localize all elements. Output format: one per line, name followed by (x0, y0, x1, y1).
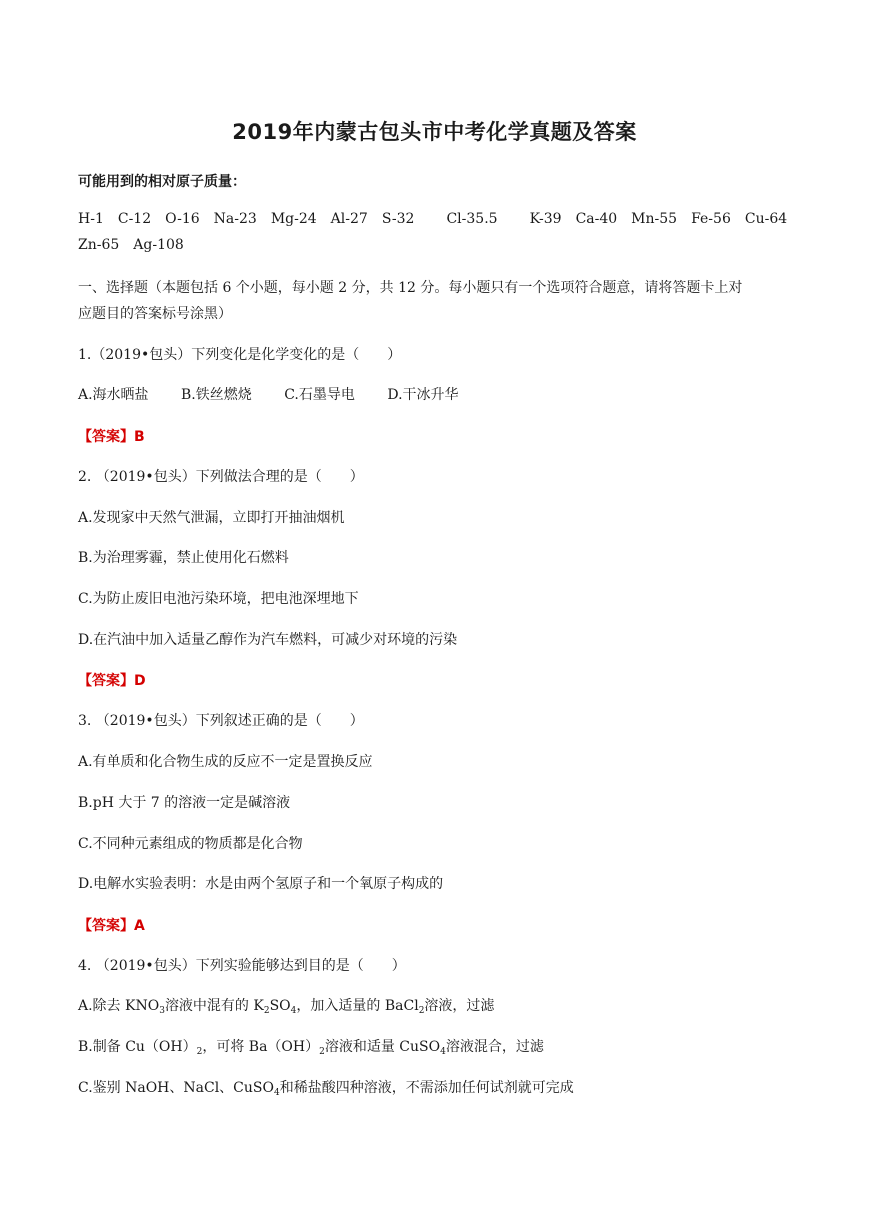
text-run: A.除去 KNO (78, 998, 160, 1014)
question-2-option-c: C.为防止废旧电池污染环境，把电池深埋地下 (78, 591, 359, 607)
question-4-stem: 4. （2019•包头）下列实验能够达到目的是（ ） (78, 958, 406, 974)
question-2-option-d: D.在汽油中加入适量乙醇作为汽车燃料，可减少对环境的污染 (78, 632, 458, 648)
option-b: B.铁丝燃烧 (181, 387, 252, 403)
question-3-option-d: D.电解水实验表明：水是由两个氢原子和一个氧原子构成的 (78, 876, 444, 892)
question-3-option-b: B.pH 大于 7 的溶液一定是碱溶液 (78, 795, 291, 811)
question-2-option-a: A.发现家中天然气泄漏，立即打开抽油烟机 (78, 510, 345, 526)
question-4-option-a (78, 995, 494, 1015)
mass-item: H-1 (78, 211, 104, 227)
question-3-option-a: A.有单质和化合物生成的反应不一定是置换反应 (78, 754, 373, 770)
mass-item: Cu-64 (744, 211, 788, 227)
mass-item: Cl-35.5 (446, 211, 498, 227)
section-intro-line-2: 应题目的答案标号涂黑） (78, 306, 232, 322)
question-1-answer: 【答案】B (78, 429, 145, 445)
text-run: 溶液和适量 CuSO (324, 1039, 441, 1055)
mass-item: K-39 (529, 211, 562, 227)
mass-item: Ag-108 (133, 237, 184, 253)
subscript: 3 (159, 1006, 165, 1016)
question-4-option-c (78, 1077, 574, 1097)
question-2-option-b: B.为治理雾霾，禁止使用化石燃料 (78, 550, 289, 566)
atomic-mass-header: 可能用到的相对原子质量： (78, 174, 246, 190)
mass-item: Zn-65 (78, 237, 120, 253)
text-run: 溶液混合，过滤 (445, 1039, 544, 1055)
question-1-stem: 1.（2019•包头）下列变化是化学变化的是（ ） (78, 347, 402, 363)
atomic-mass-row-1 (78, 211, 801, 227)
question-3-answer: 【答案】A (78, 918, 145, 934)
mass-item: Ca-40 (575, 211, 618, 227)
text-run: C.鉴别 NaOH、NaCl、CuSO (78, 1080, 274, 1096)
text-run: 溶液中混有的 K (164, 998, 264, 1014)
text-run: SO (269, 998, 291, 1014)
question-3-option-c: C.不同种元素组成的物质都是化合物 (78, 836, 303, 852)
question-3-stem: 3. （2019•包头）下列叙述正确的是（ ） (78, 713, 364, 729)
subscript: 4 (273, 1088, 280, 1098)
subscript: 2 (263, 1006, 270, 1016)
mass-item: Fe-56 (691, 211, 731, 227)
text-run: ，可将 Ba（OH） (202, 1039, 320, 1055)
mass-item: S-32 (381, 211, 415, 227)
subscript: 4 (440, 1047, 446, 1057)
subscript: 2 (418, 1006, 425, 1016)
text-run: ，加入适量的 BaCl (296, 998, 419, 1014)
question-1-options (78, 384, 487, 404)
mass-item: O-16 (165, 211, 200, 227)
question-2-stem: 2. （2019•包头）下列做法合理的是（ ） (78, 469, 364, 485)
mass-item: Na-23 (213, 211, 257, 227)
question-2-answer: 【答案】D (78, 673, 146, 689)
mass-item: Mn-55 (631, 211, 678, 227)
atomic-mass-row-2 (78, 237, 198, 253)
subscript: 2 (196, 1047, 203, 1057)
text-run: 和稀盐酸四种溶液，不需添加任何试剂就可完成 (279, 1080, 574, 1096)
page-title: 2019年内蒙古包头市中考化学真题及答案 (232, 120, 637, 144)
section-intro-line-1: 一、选择题（本题包括 6 个小题，每小题 2 分，共 12 分。每小题只有一个选项符合题意，请将答题卡上对 (78, 280, 743, 296)
question-4-option-b (78, 1036, 544, 1056)
option-d: D.干冰升华 (387, 387, 459, 403)
text-run: B.制备 Cu（OH） (78, 1039, 197, 1055)
mass-item: Al-27 (330, 211, 368, 227)
option-a: A.海水晒盐 (78, 387, 149, 403)
text-run: 溶液，过滤 (424, 998, 495, 1014)
mass-item: C-12 (117, 211, 152, 227)
subscript: 4 (290, 1006, 297, 1016)
option-c: C.石墨导电 (284, 387, 355, 403)
mass-item: Mg-24 (270, 211, 317, 227)
subscript: 2 (319, 1047, 325, 1057)
